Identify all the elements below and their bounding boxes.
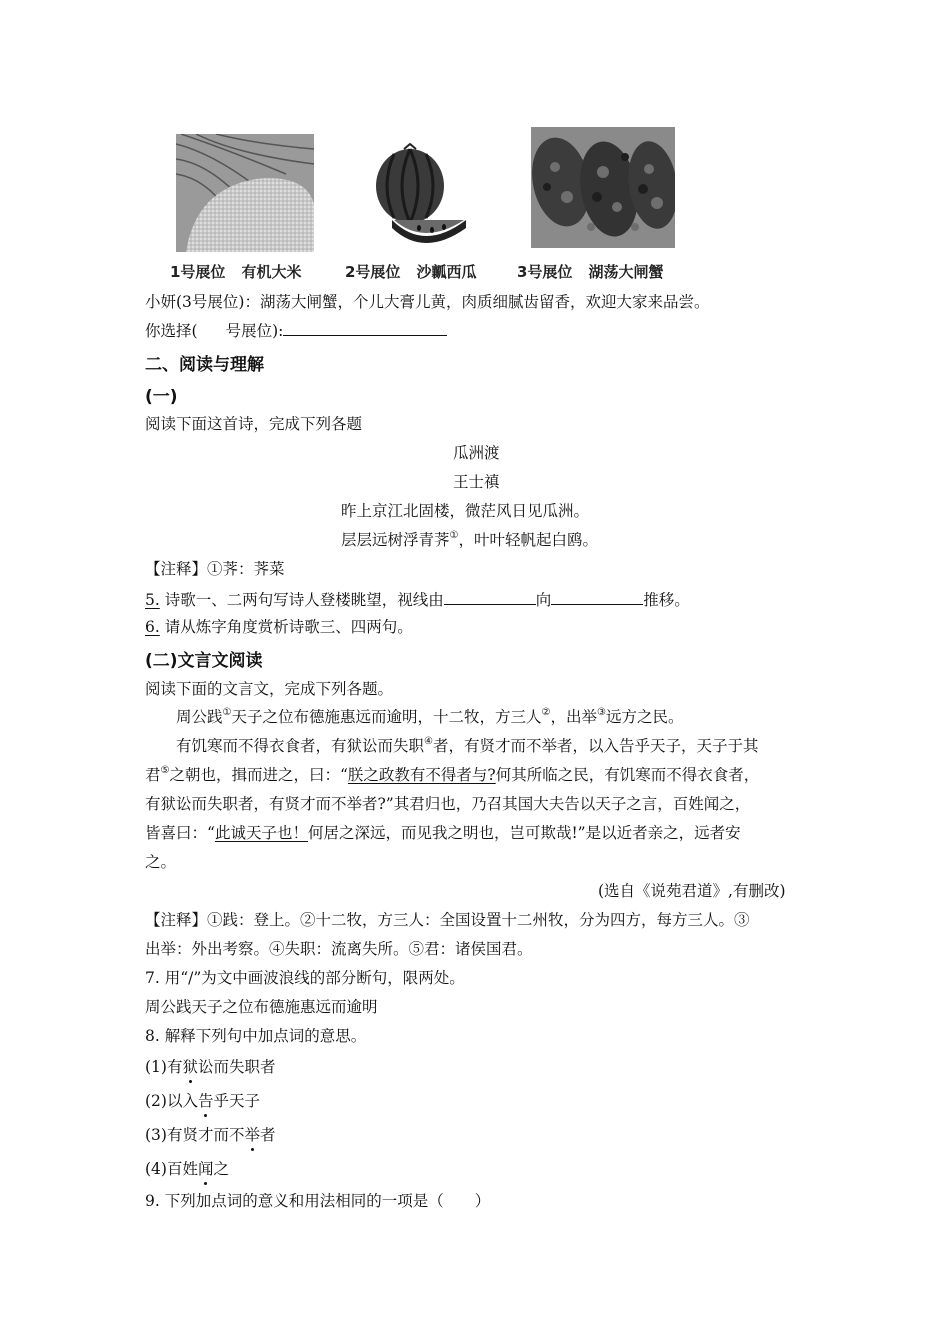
booth-product: 有机大米: [241, 263, 302, 281]
booth-caption-2: [345, 261, 476, 282]
passage-line-4: 有狱讼而失职者，有贤才而不举者?”其君归也，乃召其国大夫告以天子之言，百姓闻之，: [145, 795, 751, 813]
crab-icon: [531, 127, 675, 248]
question-8-item-2: (2)以入告乎天子: [145, 1092, 260, 1110]
question-5: 5. 诗歌一、二两句写诗人登楼眺望，视线由 向 推移。: [145, 587, 690, 611]
poem-line-1: 昨上京江北固楼，微茫风日见瓜洲。: [341, 502, 590, 520]
underlined-sentence: 此诚天子也！: [214, 824, 308, 842]
underlined-sentence: 朕之政教有不得者与?: [347, 766, 496, 784]
rice-photo: [176, 134, 314, 252]
dotted-word: 闻: [197, 1160, 214, 1178]
booth-number: 3号展位: [517, 263, 573, 281]
watermelon-photo: [364, 140, 468, 252]
passage-line-6: 之。: [145, 853, 177, 871]
question-7: 7. 用“/”为文中画波浪线的部分断句，限两处。: [145, 969, 465, 987]
dotted-word: 狱: [182, 1058, 198, 1076]
poem-author: 王士禛: [453, 473, 500, 491]
question-number: 6.: [145, 618, 160, 636]
poem-note: 【注释】①荠：荠菜: [145, 560, 285, 578]
crab-photo: [531, 127, 675, 248]
passage-line-5: 皆喜曰：“此诚天子也！何居之深远，而见我之明也，岂可欺哉!”是以近者亲之，远者安: [145, 824, 741, 842]
booth-product: 沙瓤西瓜: [416, 263, 477, 281]
dotted-word: 举: [244, 1126, 260, 1144]
question-8-item-4: (4)百姓闻之: [145, 1160, 229, 1178]
answer-blank[interactable]: [283, 318, 447, 336]
booth-number: 1号展位: [170, 263, 226, 281]
booth-caption-1: [170, 261, 301, 282]
watermelon-icon: [364, 140, 468, 252]
passage-note-line-2: 出举：外出考察。④失职：流离失所。⑤君：诸侯国君。: [145, 940, 533, 958]
question-8-item-1: (1)有狱讼而失职者: [145, 1058, 276, 1076]
classical-instruction: 阅读下面的文言文，完成下列各题。: [145, 680, 394, 698]
passage-line-3: 君⑤之朝也，揖而进之，曰：“朕之政教有不得者与?何其所临之民，有饥寒而不得衣食者，: [145, 765, 760, 784]
booth-caption-3: [517, 261, 663, 282]
answer-blank-to[interactable]: [551, 587, 643, 605]
question-9: 9. 下列加点词的意义和用法相同的一项是（ ）: [145, 1192, 491, 1210]
booth-product: 湖荡大闸蟹: [588, 263, 664, 281]
passage-paragraph-1: 周公践①天子之位布德施惠远而逾明，十二牧，方三人②，出举③远方之民。: [176, 707, 684, 726]
part-two-title: (二)文言文阅读: [145, 651, 263, 671]
xiaoyan-intro: 小妍(3号展位)：湖荡大闸蟹，个儿大膏儿黄，肉质细腻齿留香，欢迎大家来品尝。: [145, 293, 710, 311]
question-8: 8. 解释下列句中加点词的意思。: [145, 1027, 367, 1045]
poem-instruction: 阅读下面这首诗，完成下列各题: [145, 415, 363, 433]
passage-source: (选自《说苑君道》,有删改): [598, 882, 786, 900]
part-one-title: (一): [145, 387, 178, 407]
booth-number: 2号展位: [345, 263, 401, 281]
question-6: 6. 请从炼字角度赏析诗歌三、四两句。: [145, 618, 413, 636]
rice-icon: [176, 134, 314, 252]
question-number: 5.: [145, 591, 160, 609]
question-8-item-3: (3)有贤才而不举者: [145, 1126, 276, 1144]
choose-booth-line: 你选择( 号展位):: [145, 318, 447, 342]
poem-title: 瓜洲渡: [453, 444, 500, 462]
passage-line-2: 有饥寒而不得衣食者，有狱讼而失职④者，有贤才而不举者，以入告乎天子，天子于其: [176, 736, 759, 755]
poem-line-2: 层层远树浮青荠①，叶叶轻帆起白鸥。: [341, 530, 598, 549]
dotted-word: 告: [197, 1092, 214, 1110]
question-7-text: 周公践天子之位布德施惠远而逾明: [145, 998, 378, 1016]
passage-note-line-1: 【注释】①践：登上。②十二牧，方三人：全国设置十二州牧，分为四方，每方三人。③: [145, 911, 750, 929]
section-title: 二、阅读与理解: [145, 355, 264, 375]
answer-blank-from[interactable]: [444, 587, 536, 605]
